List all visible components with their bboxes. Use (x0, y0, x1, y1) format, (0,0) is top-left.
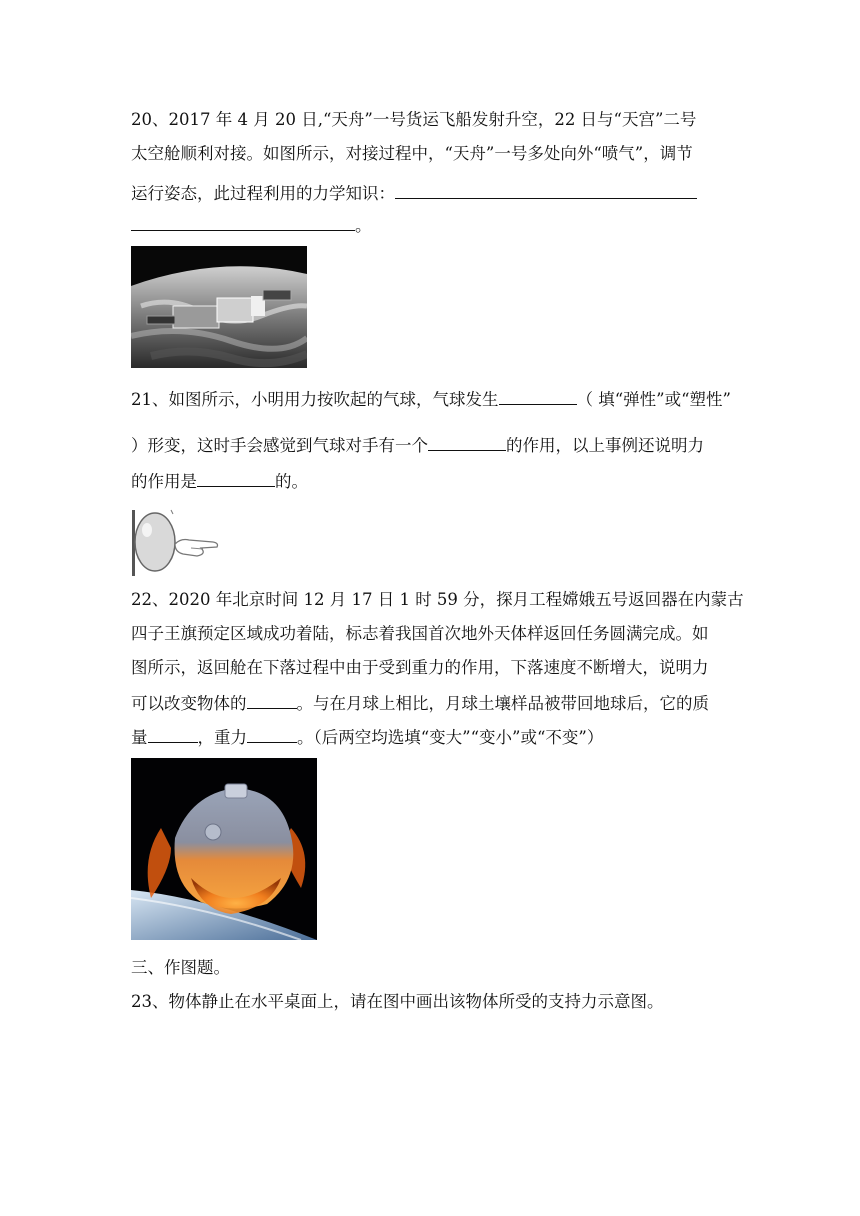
q22-line4-b: 。与在月球上相比，月球土壤样品被带回地球后，它的质 (296, 694, 709, 713)
q20-line2: 太空舱顺利对接。如图所示，对接过程中，“天舟”一号多处向外“喷气”，调节 (131, 144, 693, 163)
q22-answer-blank-2[interactable] (148, 724, 198, 743)
q22-line5-a: 量 (131, 728, 148, 747)
reentry-capsule-image (131, 758, 317, 940)
q22-line5-b: ，重力 (197, 728, 247, 747)
q21-answer-blank-2[interactable] (428, 432, 506, 451)
q20-answer-blank-2[interactable] (131, 212, 355, 231)
q20-line4 (131, 212, 372, 238)
q22-line5-c: 。（后两空均选填“变大”“变小”或“不变”） (297, 728, 604, 747)
q21-line3 (131, 468, 308, 494)
q22-line3: 图所示，返回舱在下落过程中由于受到重力的作用，下落速度不断增大，说明力 (131, 658, 709, 677)
q21-answer-blank-1[interactable] (499, 386, 577, 405)
q21-line2-b: 的作用，以上事例还说明力 (506, 436, 704, 455)
q20-line3-text: 运行姿态，此过程利用的力学知识： (131, 184, 395, 203)
q21-line2-a: ）形变，这时手会感觉到气球对手有一个 (131, 436, 428, 455)
balloon-finger-image (131, 508, 227, 578)
q22-answer-blank-3[interactable] (247, 724, 297, 743)
q20-answer-blank-1[interactable] (395, 180, 697, 199)
q21-line3-a: 的作用是 (131, 472, 197, 491)
q21-answer-blank-3[interactable] (197, 468, 275, 487)
q20-line1: 20、2017 年 4 月 20 日,“天舟”一号货运飞船发射升空，22 日与“天宫”二号 (131, 110, 697, 129)
q21-line3-b: 的。 (275, 472, 308, 491)
q22-line4 (131, 690, 709, 716)
q22-line5 (131, 724, 603, 750)
q21-line1-a: 21、如图所示，小明用力按吹起的气球，气球发生 (131, 390, 499, 409)
q23-text: 23、物体静止在水平桌面上，请在图中画出该物体所受的支持力示意图。 (131, 992, 664, 1011)
q22-line4-a: 可以改变物体的 (131, 694, 247, 713)
spacecraft-docking-image (131, 246, 307, 368)
q21-line1-b: （ 填“弹性”或“塑性” (576, 390, 731, 409)
section3-title: 三、作图题。 (131, 958, 230, 977)
q22-line1: 22、2020 年北京时间 12 月 17 日 1 时 59 分，探月工程嫦娥五号返回器在内蒙古 (131, 590, 744, 609)
q22-line2: 四子王旗预定区域成功着陆，标志着我国首次地外天体样返回任务圆满完成。如 (131, 624, 709, 643)
q21-line2 (131, 432, 704, 458)
q20-line3 (131, 180, 697, 206)
q20-line4-end: 。 (355, 216, 372, 235)
q22-answer-blank-1[interactable] (247, 690, 297, 709)
q21-line1 (131, 386, 731, 412)
